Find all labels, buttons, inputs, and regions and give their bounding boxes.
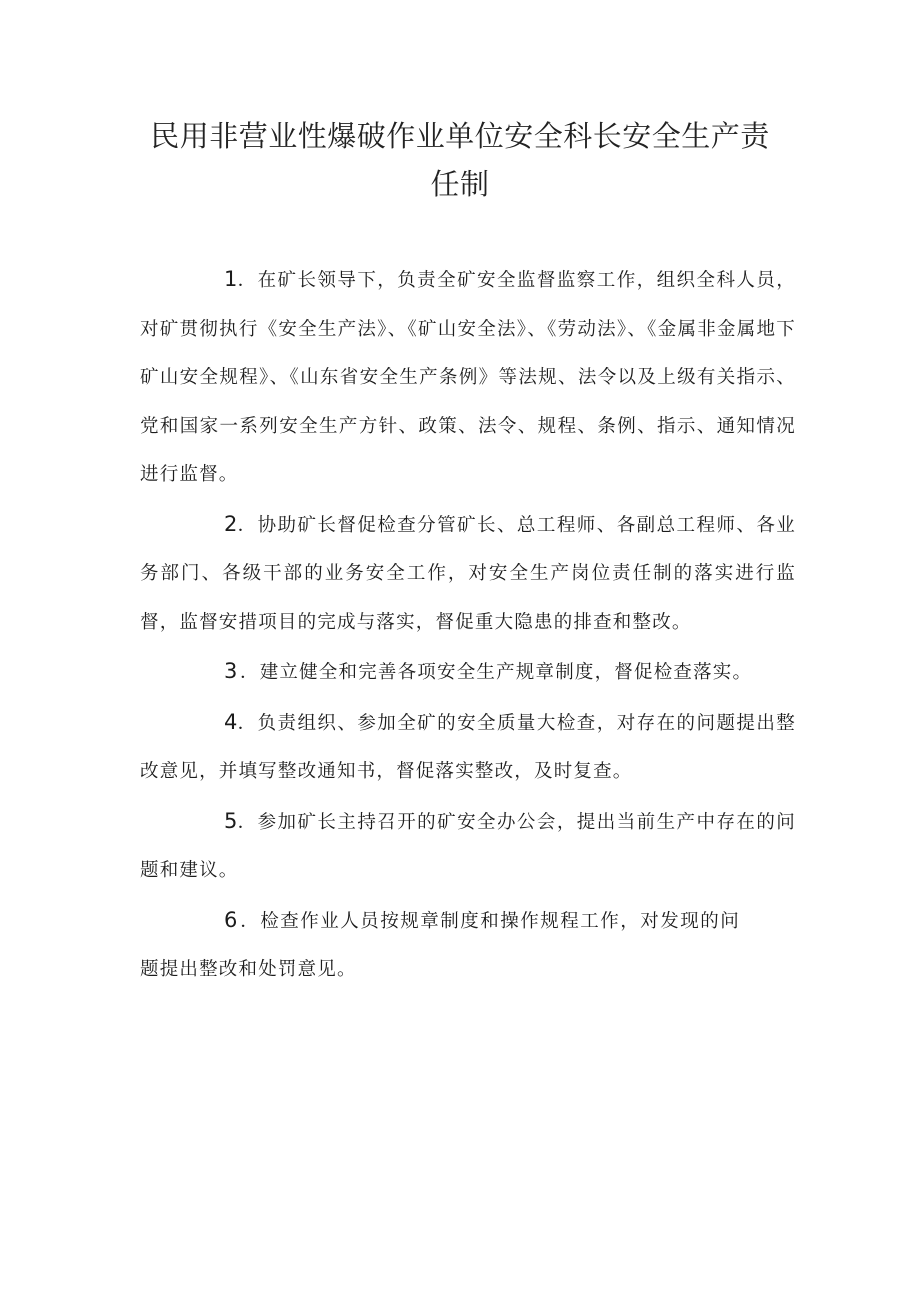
- clause-text: ．检查作业人员按规章制度和操作规程工作，对发现的问题提出整改和处罚意见。: [140, 910, 740, 980]
- clause-3: [140, 647, 796, 698]
- document-body: [140, 255, 796, 995]
- clause-5: [140, 797, 796, 896]
- clause-text: ．在矿长领导下，负责全矿安全监督监察工作，组织全科人员，对矿贯彻执行《安全生产法》、《矿山安全法》、《劳动法》、《金属非金属地下矿山安全规程》、《山东省安全生产条例》等法规、法令以及上级有关指示、党和国家一系列安全生产方针、政策、法令、规程、条例、指示、通知情况进行监督。: [140, 270, 796, 485]
- clause-4: [140, 698, 796, 797]
- clause-text: ．协助矿长督促检查分管矿长、总工程师、各副总工程师、各业务部门、各级干部的业务安全工作，对安全生产岗位责任制的落实进行监督，监督安措项目的完成与落实，督促重大隐患的排查和整改。: [140, 514, 796, 633]
- clause-text: ．参加矿长主持召开的矿安全办公会，提出当前生产中存在的问题和建议。: [140, 811, 796, 881]
- document-title: 民用非营业性爆破作业单位安全科长安全生产责任制: [150, 119, 770, 201]
- clause-number: 2: [224, 511, 238, 536]
- clause-text: ．建立健全和完善各项安全生产规章制度，督促检查落实。: [240, 662, 753, 683]
- clause-number: 6: [224, 907, 238, 932]
- clause-2: [140, 500, 796, 648]
- clause-number: 5: [224, 808, 238, 833]
- clause-number: 3: [224, 659, 238, 683]
- clause-1: [140, 255, 796, 500]
- clause-text: ．负责组织、参加全矿的安全质量大检查，对存在的问题提出整改意见，并填写整改通知书，督促落实整改，及时复查。: [140, 712, 796, 782]
- clause-6: [140, 896, 740, 995]
- clause-number: 4: [224, 709, 238, 734]
- clause-number: 1: [224, 267, 238, 291]
